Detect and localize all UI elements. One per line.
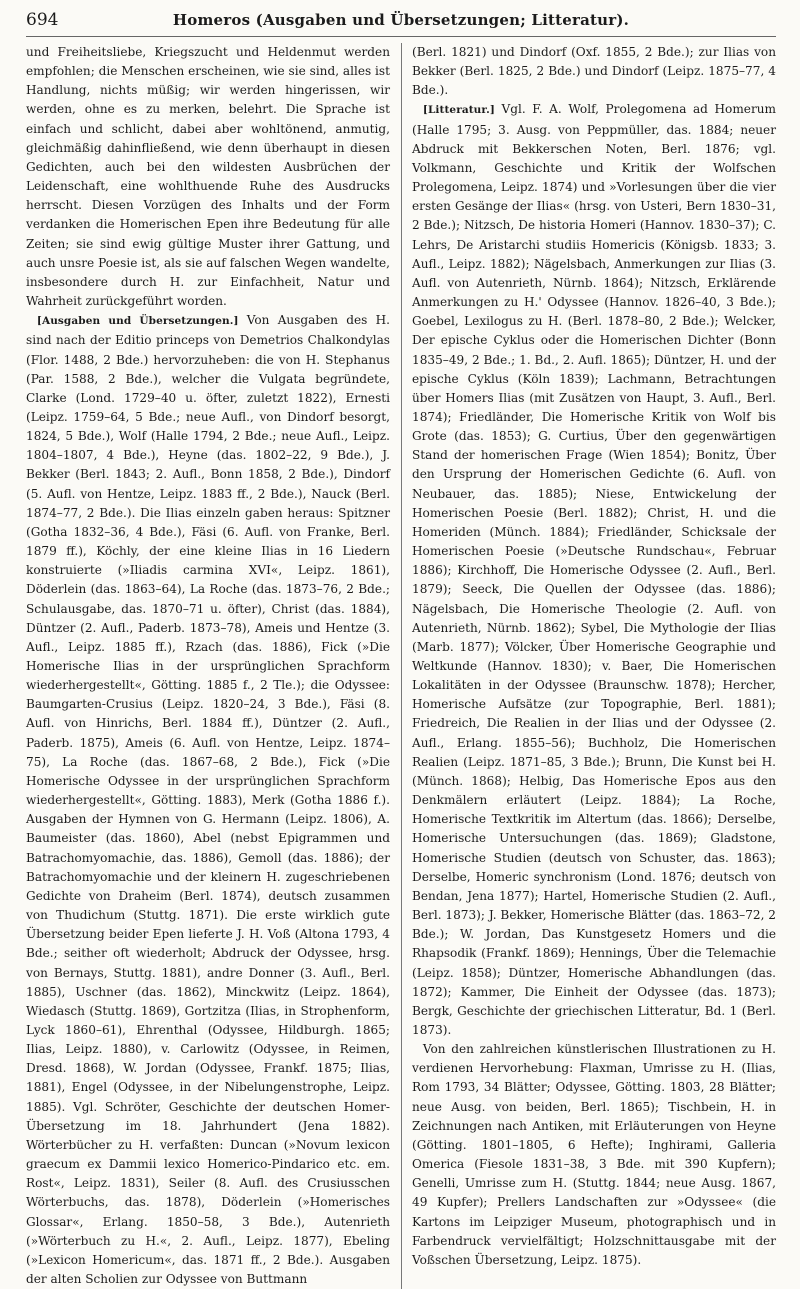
left-column xyxy=(26,43,390,1289)
literature-text: Vgl. F. A. Wolf, Prolegomena ad Homerum (Halle 1795; 3. Ausg. von Peppmüller, das. 1884; neuer Abdruck mit Bekkerschen Noten, Berl. 1876; vgl. Volkmann, Geschichte und Kritik der Wolfschen Prolegomena, Leipz. 1874) und »Vorlesungen über die vier ersten Gesänge der Ilias« (hrsg. von Usteri, Bern 1830–31, 2 Bde.); Nitzsch, De historia Homeri (Hannov. 1830–37); C. Lehrs, De Aristarchi studiis Homericis (Königsb. 1833; 3. Aufl., Leipz. 1882); Nägelsbach, Anmerkungen zur Ilias (3. Aufl. von Autenrieth, Nürnb. 1864); Nitzsch, Erklärende Anmerkungen zu H.' Odyssee (Hannov. 1826–40, 3 Bde.); Goebel, Lexilogus zu H. (Berl. 1878–80, 2 Bde.); Welcker, Der epische Cyklus oder die Homerischen Dichter (Bonn 1835–49, 2 Bde.; 1. Bd., 2. Aufl. 1865); Düntzer, H. und der epische Cyklus (Köln 1839); Lachmann, Betrachtungen über Homers Ilias (mit Zusätzen von Haupt, 3. Aufl., Berl. 1874); Friedländer, Die Homerische Kritik von Wolf bis Grote (das. 1853); G. Curtius, Über den gegenwärtigen Stand der homerischen Frage (Wien 1854); Bonitz, Über den Ursprung der Homerischen Gedichte (6. Aufl. von Neubauer, das. 1885); Niese, Entwickelung der Homerischen Poesie (Berl. 1882); Christ, H. und die Homeriden (Münch. 1884); Friedländer, Schicksale der Homerischen Poesie (»Deutsche Rundschau«, Februar 1886); Kirchhoff, Die Homerische Odyssee (2. Aufl., Berl. 1879); Seeck, Die Quellen der Odyssee (das. 1886); Nägelsbach, Die Homerische Theologie (2. Aufl. von Autenrieth, Nürnb. 1862); Sybel, Die Mythologie der Ilias (Marb. 1877); Völcker, Über Homerische Geographie und Weltkunde (Hannov. 1830); v. Baer, Die Homerischen Lokalitäten in der Odyssee (Braunschw. 1878); Hercher, Homerische Aufsätze (zur Topographie, Berl. 1881); Friedreich, Die Realien in der Ilias und der Odyssee (2. Aufl., Erlang. 1855–56); Buchholz, Die Homerischen Realien (Leipz. 1871–85, 3 Bde.); Brunn, Die Kunst bei H. (Münch. 1868); Helbig, Das Homerische Epos aus den Denkmälern erläutert (Leipz. 1884); La Roche, Homerische Textkritik im Altertum (das. 1866); Derselbe, Homerische Untersuchungen (das. 1869); Gladstone, Homerische Studien (deutsch von Schuster, das. 1863); Derselbe, Homeric synchronism (Lond. 1876; deutsch von Bendan, Jena 1877); Hartel, Homerische Studien (2. Aufl., Berl. 1873); J. Bekker, Homerische Blätter (das. 1863–72, 2 Bde.); W. Jordan, Das Kunstgesetz Homers und die Rhapsodik (Frankf. 1869); Hennings, Über die Telemachie (Leipz. 1858); Düntzer, Homerische Abhandlungen (das. 1872); Kammer, Die Einheit der Odyssee (das. 1873); Bergk, Geschichte der griechischen Litteratur, Bd. 1 (Berl. 1873). xyxy=(412,102,776,1037)
page-number: 694 xyxy=(26,10,59,30)
right-column xyxy=(412,43,776,1289)
right-paragraph-1: (Berl. 1821) und Dindorf (Oxf. 1855, 2 Bde.); zur Ilias von Bekker (Berl. 1825, 2 Bde.) und Dindorf (Leipz. 1875–77, 4 Bde.). xyxy=(412,45,776,98)
left-paragraph-2 xyxy=(26,311,390,1289)
two-column-body xyxy=(26,43,776,1289)
running-title: Homeros (Ausgaben und Übersetzungen; Litteratur). xyxy=(172,11,630,29)
column-divider xyxy=(401,43,402,1289)
page-header xyxy=(26,10,776,37)
left-paragraph-1: und Freiheitsliebe, Kriegszucht und Heldenmut werden empfohlen; die Menschen erscheinen, wie sie sind, alles ist Handlung, nichts müßig; wir werden hingerissen, wir werden, ohne es zu merken, belehrt. Die Sprache ist einfach und schlicht, dabei aber wohltönend, anmutig, gleichmäßig dahinfließend, wie denn überhaupt in diesen Gedichten, auch bei den wildesten Ausbrüchen der Leidenschaft, eine wohlthuende Ruhe des Ausdrucks herrscht. Diesen Vorzügen des Inhalts und der Form verdanken die Homerischen Epen ihre Bedeutung für alle Zeiten; sie sind ewig gültige Muster ihrer Gattung, und auch unsre Poesie ist, als sie auf falschen Wegen wandelte, insbesondere durch H. zur Einfachheit, Natur und Wahrheit zurückgeführt worden. xyxy=(26,45,390,309)
editions-text: Von Ausgaben des H. sind nach der Editio princeps von Demetrios Chalkondylas (Flor. 1488, 2 Bde.) hervorzuheben: die von H. Stephanus (Par. 1588, 2 Bde.), welcher die Vulgata begründete, Clarke (Lond. 1729–40 u. öfter, zuletzt 1822), Ernesti (Leipz. 1759–64, 5 Bde.; neue Aufl., von Dindorf besorgt, 1824, 5 Bde.), Wolf (Halle 1794, 2 Bde.; neue Aufl., Leipz. 1804–1807, 4 Bde.), Heyne (das. 1802–22, 9 Bde.), J. Bekker (Berl. 1843; 2. Aufl., Bonn 1858, 2 Bde.), Dindorf (5. Aufl. von Hentze, Leipz. 1883 ff., 2 Bde.), Nauck (Berl. 1874–77, 2 Bde.). Die Ilias einzeln gaben heraus: Spitzner (Gotha 1832–36, 4 Bde.), Fäsi (6. Aufl. von Franke, Berl. 1879 ff.), Köchly, der eine kleine Ilias in 16 Liedern konstruierte (»Iliadis carmina XVI«, Leipz. 1861), Döderlein (das. 1863–64), La Roche (das. 1873–76, 2 Bde.; Schulausgabe, das. 1870–71 u. öfter), Christ (das. 1884), Düntzer (2. Aufl., Paderb. 1873–78), Ameis und Hentze (3. Aufl., Leipz. 1885 ff.), Rzach (das. 1886), Fick (»Die Homerische Ilias in der ursprünglichen Sprachform wiederhergestellt«, Götting. 1885 f., 2 Tle.); die Odyssee: Baumgarten-Crusius (Leipz. 1820–24, 3 Bde.), Fäsi (8. Aufl. von Hinrichs, Berl. 1884 ff.), Düntzer (2. Aufl., Paderb. 1875), Ameis (6. Aufl. von Hentze, Leipz. 1874–75), La Roche (das. 1867–68, 2 Bde.), Fick (»Die Homerische Odyssee in der ursprünglichen Sprachform wiederhergestellt«, Götting. 1883), Merk (Gotha 1886 f.). Ausgaben der Hymnen von G. Hermann (Leipz. 1806), A. Baumeister (das. 1860), Abel (nebst Epigrammen und Batrachomyomachie, das. 1886), Gemoll (das. 1886); der Batrachomyomachie und der kleinern H. zugeschriebenen Gedichte von Draheim (Berl. 1874), deutsch zusammen von Thudichum (Stuttg. 1871). Die erste wirklich gute Übersetzung beider Epen lieferte J. H. Voß (Altona 1793, 4 Bde.; seither oft wiederholt; Abdruck der Odyssee, hrsg. von Bernays, Stuttg. 1881), andre Donner (3. Aufl., Berl. 1885), Uschner (das. 1862), Minckwitz (Leipz. 1864), Wiedasch (Stuttg. 1869), Gortzitza (Ilias, in Strophenform, Lyck 1860–61), Ehrenthal (Odyssee, Hildburgh. 1865; Ilias, Leipz. 1880), v. Carlowitz (Odyssee, in Reimen, Dresd. 1868), W. Jordan (Odyssee, Frankf. 1875; Ilias, 1881), Engel (Odyssee, in der Nibelungenstrophe, Leipz. 1885). Vgl. Schröter, Geschichte der deutschen Homer-Übersetzung im 18. Jahrhundert (Jena 1882). Wörterbücher zu H. verfaßten: Duncan (»Novum lexicon graecum ex Dammii lexico Homerico-Pindarico etc. em. Rost«, Leipz. 1831), Seiler (8. Aufl. des Crusiusschen Wörterbuchs, das. 1878), Döderlein (»Homerisches Glossar«, Erlang. 1850–58, 3 Bde.), Autenrieth (»Wörterbuch zu H.«, 2. Aufl., Leipz. 1877), Ebeling (»Lexicon Homericum«, das. 1871 ff., 2 Bde.). Ausgaben der alten Scholien zur Odyssee von Buttmann xyxy=(26,313,390,1286)
section-heading-editions: [Ausgaben und Übersetzungen.] xyxy=(36,315,239,328)
right-paragraph-3: Von den zahlreichen künstlerischen Illustrationen zu H. verdienen Hervorhebung: Flaxman, Umrisse zu H. (Ilias, Rom 1793, 34 Blätter; Odyssee, Götting. 1803, 28 Blätter; neue Ausg. von beiden, Berl. 1865); Tischbein, H. in Zeichnungen nach Antiken, mit Erläuterungen von Heyne (Götting. 1801–1805, 6 Hefte); Inghirami, Galleria Omerica (Fiesole 1831–38, 3 Bde. mit 390 Kupfern); Genelli, Umrisse zum H. (Stuttg. 1844; neue Ausg. 1867, 49 Kupfer); Prellers Landschaften zur »Odyssee« (die Kartons im Leipziger Museum, photographisch und in Farbendruck vervielfältigt; Holzschnittausgabe mit der Voßschen Übersetzung, Leipz. 1875). xyxy=(412,1042,776,1267)
right-paragraph-2 xyxy=(412,100,776,1040)
section-heading-literature: [Litteratur.] xyxy=(422,104,495,117)
